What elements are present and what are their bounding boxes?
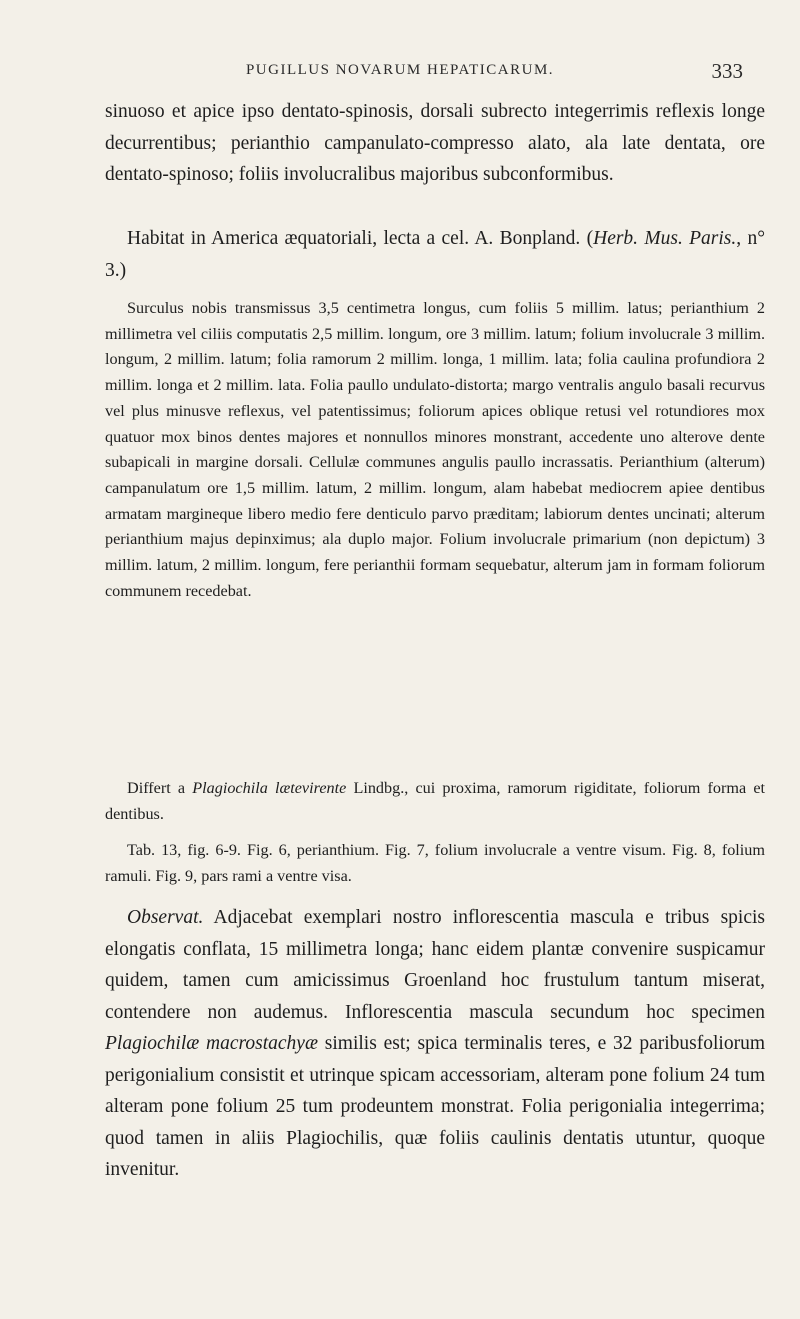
page-number: 333: [711, 59, 743, 83]
comparison-text-end: Lindbg., cui proxima, ramorum rigiditate, foliorum forma et dentibus.: [105, 779, 765, 823]
herbarium-citation: Herb. Mus. Paris.: [593, 228, 737, 249]
comparison-paragraph: [105, 776, 765, 827]
plate-reference-paragraph: [105, 838, 765, 889]
comparison-text-start: Differt a: [127, 779, 193, 797]
observation-text-1: Adjacebat exemplari nostro inflorescentia mascula e tribus spicis elongatis conflata, 15 millimetra longa; hanc eidem plantæ convenire suspicamur quidem, tamen cum amicissimus Groenland hoc frustulum tantum miserat, contendere non audemus. Inflorescentia mascula secundum hoc specimen: [105, 907, 765, 1023]
observation-paragraph: [105, 902, 765, 1186]
comparison-species: Plagiochilæ macrostachyæ: [105, 1033, 318, 1054]
habitat-paragraph: [105, 223, 765, 286]
habitat-number: , n° 3.): [105, 228, 765, 281]
diagnosis-continuation: [105, 96, 765, 191]
diagnosis-text: sinuoso et apice ipso dentato-spinosis, dorsali subrecto integerrimis reflexis longe decurrentibus; perianthio campanulato-compresso alato, ala late dentata, ore dentato-spinoso; foliis involucralibus majoribus subconformibus.: [105, 101, 765, 185]
species-name: Plagiochila lætevirente: [192, 779, 347, 797]
observation-label: Observat.: [127, 907, 204, 928]
observation-text-2: similis est; spica terminalis teres, e 32 paribusfoliorum perigonialium consistit et utrinque spicam accessoriam, alteram pone folium 24 tum alteram pone folium 25 tum prodeuntem monstrat. Folia perigonialia integerrima; quod tamen in aliis Plagiochilis, quæ foliis caulinis dentatis utuntur, quoque invenitur.: [105, 1033, 765, 1180]
plate-reference-text: Tab. 13, fig. 6-9. Fig. 6, perianthium. Fig. 7, folium involucrale a ventre visum. Fig. 8, folium ramuli. Fig. 9, pars rami a ventre visa.: [105, 841, 765, 885]
description-text: Surculus nobis transmissus 3,5 centimetra longus, cum foliis 5 millim. latus; perianthium 2 millimetra vel ciliis computatis 2,5 millim. longum, ore 3 millim. latum; folium involucrale 3 millim. longum, 2 millim. latum; folia ramorum 2 millim. longa, 1 millim. lata; folia caulina profundiora 2 millim. longa et 2 millim. lata. Folia paullo undulato-distorta; margo ventralis angulo basali recurvus vel plus minusve reflexus, vel patentissimus; foliorum apices oblique retusi vel rotundiores mox quatuor mox binos dentes majores et nonnullos minores monstrant, accedente uno alterove dente subapicali in margine dorsali. Cellulæ communes angulis paullo incrassatis. Perianthium (alterum) campanulatum ore 1,5 millim. latum, 2 millim. longum, alam habebat mediocrem apiee dentibus armatam margineque libero medio fere denticulo parvo præditam; labiorum dentes uncinati; alterum perianthium majus depinximus; ala duplo major. Folium involucrale primarium (non depictum) 3 millim. latum, 2 millim. longum, fere perianthii formam sequebatur, alterum jam in formam foliorum communem recedebat.: [105, 299, 765, 600]
habitat-text: Habitat in America æquatoriali, lecta a cel. A. Bonpland. (: [127, 228, 594, 249]
running-title: PUGILLUS NOVARUM HEPATICARUM.: [245, 62, 555, 78]
running-head: [0, 59, 800, 86]
description-paragraph: [105, 296, 765, 604]
